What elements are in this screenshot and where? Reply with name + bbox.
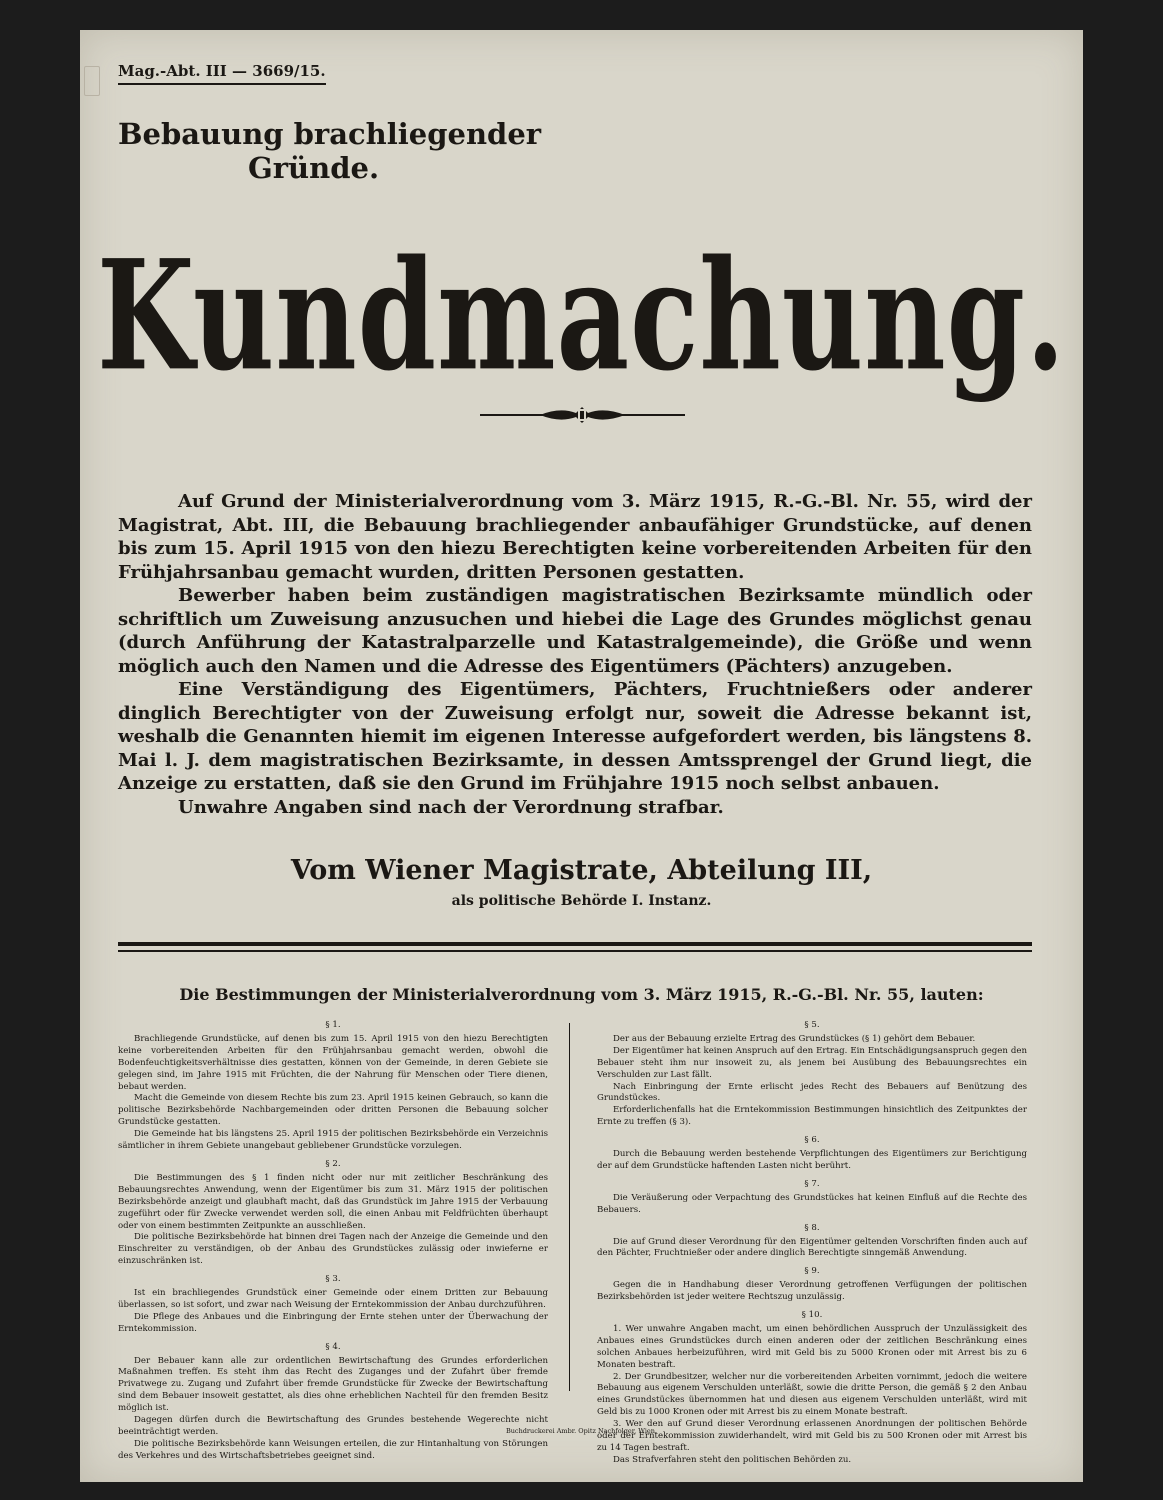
section-paragraph: Dagegen dürfen durch die Bewirtschaftung des Grundes bestehende Wegerechte nicht beeinträchtigt werden.	[118, 1415, 548, 1437]
section-paragraph: Durch die Bebauung werden bestehende Verpflichtungen des Eigentümers zur Berichtigung der auf dem Grundstücke haftenden Lasten nicht berührt.	[597, 1149, 1027, 1171]
double-rule-thin	[118, 950, 1032, 952]
section-paragraph: Erforderlichenfalls hat die Erntekommission Bestimmungen hinsichtlich des Zeitpunktes der Ernte zu treffen (§ 3).	[597, 1105, 1027, 1128]
section-paragraph: Die auf Grund dieser Verordnung für den Eigentümer geltenden Vorschriften finden auch auf den Pächter, Fruchtnießer oder andere dinglich Berechtigte sinngemäß Anwendung.	[597, 1236, 1027, 1259]
section-paragraph: Gegen die in Handhabung dieser Verordnung getroffenen Verfügungen der politischen Bezirksbehörden ist jeder weitere Rechtszug unzulässig.	[597, 1280, 1027, 1303]
body-paragraph-4: Unwahre Angaben sind nach der Verordnung strafbar.	[178, 796, 724, 818]
section-paragraph: Die Bestimmungen des § 1 finden nicht oder nur mit zeitlicher Beschränkung des Bebauungsrechtes Anwendung, wenn der Eigentümer bis zum 31. März 1915 der politischen Bezirksbehörde anzeigt und glaubhaft macht, daß das Grundstück im Jahre 1915 der Verbauung zugeführt oder für Zwecke verwendet werden soll, die einen Anbau mit Feldfrüchten überhaupt oder von einem bestimmten Zeitpunkte an ausschließen.	[118, 1172, 548, 1231]
section-paragraph: Der Bebauer kann alle zur ordentlichen Bewirtschaftung des Grundes erforderlichen Maßnahmen treffen. Es steht ihm das Recht des Zuganges und der Zufahrt über fremde Privatwege zu. Zugang und Zufahrt über fremde Grundstücke für Zwecke der Bewirtschaftung sind dem Bebauer insoweit gestattet, als dies ohne erheblichen Nachteil für den fremden Besitz möglich ist.	[118, 1355, 548, 1414]
section-number: § 4.	[325, 1341, 341, 1352]
ornament-divider	[480, 403, 685, 427]
section-paragraph: Die Veräußerung oder Verpachtung des Grundstückes hat keinen Einfluß auf die Rechte des Bebauers.	[597, 1192, 1027, 1215]
body-paragraph-3: Eine Verständigung des Eigentümers, Pächters, Fruchtnießers oder anderer dinglich Berechtigter von der Zuweisung erfolgt nur, soweit die Adresse bekannt ist, weshalb die Genannten hiemit im eigenen Interesse aufgefordert werden, bis längstens 8. Mai l. J. dem magistratischen Bezirksamte, in dessen Amtssprengel der Grund liegt, die Anzeige zu erstatten, daß sie den Grund im Frühjahre 1915 noch selbst anbauen.	[118, 679, 1032, 794]
column-divider	[569, 1023, 570, 1391]
section-number: § 5.	[804, 1020, 820, 1030]
body-paragraph-1: Auf Grund der Ministerialverordnung vom 3. März 1915, R.-G.-Bl. Nr. 55, wird der Magistrat, Abt. III, die Bebauung brachliegender anbaufähiger Grundstücke, auf denen bis zum 15. April 1915 von den hiezu Berechtigten keine vorbereitenden Arbeiten für den Frühjahrsanbau gemacht wurden, dritten Personen gestatten.	[118, 491, 1032, 583]
section-paragraph: Die politische Bezirksbehörde kann Weisungen erteilen, die zur Hintanhaltung von Störungen des Verkehres und des Wirtschaftsbetriebes geeignet sind.	[118, 1438, 548, 1461]
section-number: § 3.	[325, 1274, 341, 1285]
subject-heading	[118, 117, 678, 185]
double-rule-thick	[118, 942, 1032, 946]
section-paragraph: 2. Der Grundbesitzer, welcher nur die vorbereitenden Arbeiten vornimmt, jedoch die weitere Bebauung aus eigenem Verschulden unterläßt, sowie die dritte Person, die gemäß § 2 den Anbau eines Grundstückes übernommen hat und diesen aus eigenem Verschulden unterläßt, wird mit Geld bis zu 1000 Kronen oder mit Arrest bis zu einem Monate bestraft.	[597, 1371, 1027, 1418]
section-paragraph: Ist ein brachliegendes Grundstück einer Gemeinde oder einem Dritten zur Bebauung überlassen, so ist sofort, und zwar nach Weisung der Erntekommission der Anbau durchzuführen.	[118, 1288, 548, 1310]
announcement-body	[118, 490, 1032, 819]
section-number: § 8.	[804, 1222, 820, 1233]
section-paragraph: Brachliegende Grundstücke, auf denen bis zum 15. April 1915 von den hiezu Berechtigten keine vorbereitenden Arbeiten für den Frühjahrsanbau gemacht werden, obwohl die Bodenfeuchtigkeitsverhältnisse dies gestatten, können von der Gemeinde, in deren Gebiete sie gelegen sind, im Jahre 1915 mit Früchten, die der Nahrung für Menschen oder Tiere dienen, bebaut werden.	[118, 1033, 548, 1092]
document-title: Kundmachung.	[97, 228, 1066, 405]
section-number: § 10.	[801, 1310, 823, 1321]
section-paragraph: Die politische Bezirksbehörde hat binnen drei Tagen nach der Anzeige die Gemeinde und den Einschreiter zu verständigen, ob der Anbau des Grundstückes zulässig oder inwieferne er einzuschränken ist.	[118, 1232, 548, 1267]
regulations-heading: Die Bestimmungen der Ministerialverordnung vom 3. März 1915, R.-G.-Bl. Nr. 55, lauten:	[179, 985, 984, 1004]
archive-stamp-mark	[84, 66, 100, 96]
section-paragraph: Der Eigentümer hat keinen Anspruch auf den Ertrag. Ein Entschädigungsanspruch gegen den Bebauer steht ihm nur insoweit zu, als jenem bei Ausübung des Bebauungsrechtes ein Verschulden zur Last fällt.	[597, 1045, 1027, 1080]
printer-imprint: Buchdruckerei Ambr. Opitz Nachfolger, Wien.	[505, 1427, 658, 1435]
section-paragraph: Nach Einbringung der Ernte erlischt jedes Recht des Bebauers auf Benützung des Grundstückes.	[597, 1081, 1027, 1104]
poster-sheet	[80, 30, 1083, 1482]
section-paragraph: Die Pflege des Anbaues und die Einbringung der Ernte stehen unter der Überwachung der Erntekommission.	[118, 1311, 548, 1334]
section-paragraph: Der aus der Bebauung erzielte Ertrag des Grundstückes (§ 1) gehört dem Bebauer.	[613, 1033, 976, 1044]
section-paragraph: Macht die Gemeinde von diesem Rechte bis zum 23. April 1915 keinen Gebrauch, so kann die politische Bezirksbehörde Nachbargemeinden oder dritten Personen die Bebauung solcher Grundstücke gestatten.	[118, 1093, 548, 1128]
section-number: § 6.	[804, 1135, 820, 1146]
section-paragraph: 1. Wer unwahre Angaben macht, um einen behördlichen Ausspruch der Unzulässigkeit des Anbaues eines Grundstückes durch einen anderen oder der zeitlichen Beschränkung eines solchen Anbaues herbeizuführen, wird mit Geld bis zu 5000 Kronen oder mit Arrest bis zu 6 Monaten bestraft.	[597, 1323, 1027, 1370]
signature-authority: Vom Wiener Magistrate, Abteilung III,	[290, 855, 873, 886]
section-number: § 7.	[804, 1178, 820, 1189]
section-paragraph: Die Gemeinde hat bis längstens 25. April 1915 der politischen Bezirksbehörde ein Verzeichnis sämtlicher in ihrem Gebiete unangebaut gebliebener Grundstücke vorzulegen.	[118, 1129, 548, 1152]
section-paragraph: Das Strafverfahren steht den politischen Behörden zu.	[613, 1454, 852, 1465]
regulations-column-left	[118, 1020, 548, 1463]
section-number: § 9.	[804, 1266, 820, 1277]
section-paragraph: 3. Wer den auf Grund dieser Verordnung erlassenen Anordnungen der politischen Behörde oder der Erntekommission zuwiderhandelt, wird mit Geld bis zu 500 Kronen oder mit Arrest bis zu 14 Tagen bestraft.	[597, 1419, 1027, 1453]
reference-number: Mag.-Abt. III — 3669/15.	[118, 62, 326, 85]
body-paragraph-2: Bewerber haben beim zuständigen magistratischen Bezirksamte mündlich oder schriftlich um Zuweisung anzusuchen und hiebei die Lage des Grundes möglichst genau (durch Anführung der Katastralparzelle und Katastralgemeinde), die Größe und wenn möglich auch den Namen und die Adresse des Eigentümers (Pächters) anzugeben.	[118, 585, 1032, 677]
signature-subtitle: als politische Behörde I. Instanz.	[451, 893, 712, 909]
section-number: § 2.	[325, 1158, 341, 1169]
regulations-column-right	[597, 1020, 1027, 1467]
subject-line-2: Gründe.	[248, 151, 380, 185]
subject-line-1: Bebauung brachliegender	[118, 117, 542, 151]
section-number: § 1.	[325, 1020, 341, 1030]
